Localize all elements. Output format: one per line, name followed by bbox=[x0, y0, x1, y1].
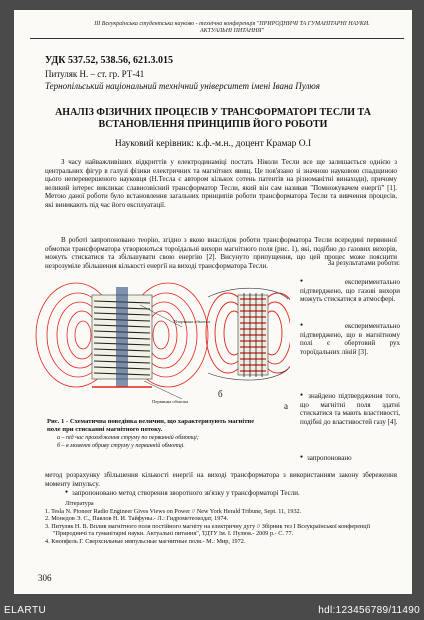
paragraph-theory: В роботі запропоновано теорію, згідно з якою внаслідок роботи трансформатора Тесли всередині первинної обмотки трансформатора утворюються тороїдальні вихори магнітного поля (рис. 1), які, подібно до газових вихорів, можуть стискатися та збільшувати свою енергію [2]. Висунуто припущення, що цей процес може пояснити незрозуміле збільшення кількості енергії на виході трансформатора Тесли. bbox=[45, 236, 397, 270]
reference-item: 1. Tesla N. Pioneer Radio Engineer Gives Views on Power // New York Herald Tribune, Sept. 11, 1932. bbox=[45, 507, 302, 515]
handle-identifier: hdl:123456789/11490 bbox=[318, 605, 420, 616]
references-list bbox=[45, 500, 397, 546]
figure-panel-b bbox=[206, 288, 290, 380]
page-number: 306 bbox=[38, 573, 52, 583]
result-bullet-4: ● запропоновано bbox=[300, 454, 400, 463]
label-secondary-winding: Вторинна обмотка bbox=[174, 319, 211, 324]
bullet-icon bbox=[300, 322, 345, 330]
reference-item: 4. Кнопфель Г. Сверхсильные импульсные магнитные поля.- М.: Мир, 1972. bbox=[45, 537, 246, 545]
bullet-icon bbox=[300, 454, 307, 462]
results-intro: За результатами роботи: bbox=[327, 259, 400, 267]
reference-item: 2. Монедов Э. С., Павлов Н. И. Тайфуны.- Л.: Гидрометеоиздат, 1974. bbox=[45, 515, 229, 523]
article-title-line1: АНАЛІЗ ФІЗИЧНИХ ПРОЦЕСІВ У ТРАНСФОРМАТОРІ ТЕСЛИ ТА bbox=[55, 107, 371, 118]
bullet-icon bbox=[300, 392, 308, 400]
tesla-field-figure bbox=[32, 265, 290, 415]
conference-header bbox=[62, 21, 402, 35]
result-bullet-2: ● експериментально підтверджено, що в магнітному полі є обертовий рух тороїдальних ліній [3]. bbox=[300, 322, 400, 356]
document-page bbox=[14, 10, 412, 594]
caption-title: Рис. 1 - Схематична поведінка величин, що характеризують магнітне поле при стисканні магнітного потоку. bbox=[47, 418, 255, 433]
figure-caption bbox=[47, 418, 255, 450]
repository-name: ELARTU bbox=[4, 605, 47, 616]
figure-panel-a bbox=[36, 283, 211, 387]
label-primary-winding: Первинна обмотка bbox=[152, 399, 189, 404]
reference-item: 3. Питуляк Н. В. Вплив магнітного поля постійного магніту на електричну дугу // Збірник тез І Всеукраїнської конференції "Природничі та гуманітарні науки. Актуальні питання", ТДТУ їм. І. Пулюя.- 2009 р.- С. 77. bbox=[45, 522, 371, 538]
result-bullet-5: ● запропоновано метод створення зворотного зв'язку у трансформаторі Тесли. bbox=[65, 489, 397, 498]
conference-header-line2: АКТУАЛЬНІ ПИТАННЯ" bbox=[200, 28, 264, 34]
label-panel-b: б bbox=[218, 389, 223, 399]
references-heading: Література bbox=[65, 500, 94, 507]
paragraph-intro: З часу найважливіших відкриттів у електродинаміці постать Ніколи Тесли все ще залишається однією з центральних фігур в галузі фізики електричних та магнітних явищ. Це пов'язано зі значною науковою спадщиною цього неперевершеного науковця (Н.Тесла є автором кількох сотень патентів на різноманітні винаходи), причому великий інтерес викликає славнозвісний трансформатор Тесли, який він сам називав "Помножувачем енергії" [1]. Метою даної роботи було встановлення загальних принципів роботи трансформатора Тесли та вивчення процесів, які виникають під час його експлуатації. bbox=[45, 158, 397, 209]
caption-item-b: б – в момент обриву струму у первинній обмотці. bbox=[57, 443, 185, 449]
leader-primary bbox=[144, 381, 182, 399]
caption-item-a: а – під час проходження струму по первинній обмотці; bbox=[57, 435, 199, 441]
header-divider bbox=[30, 38, 404, 39]
author-line: Питуляк Н. – ст. гр. РТ-41 bbox=[45, 69, 145, 79]
bullet-icon bbox=[65, 489, 72, 497]
institution-line: Тернопільський національний технічний університет імені Івана Пулюя bbox=[45, 81, 320, 91]
article-title bbox=[34, 107, 392, 131]
paragraph-method: метод розрахунку збільшення кількості енергії на виході трансформатора з використанням закону збереження моменту імпульсу. bbox=[45, 471, 397, 488]
label-panel-a: а bbox=[284, 401, 288, 411]
bullet-icon bbox=[300, 278, 345, 286]
conference-header-line1: ІІІ Всеукраїнська студентська науково - технічна конференція "ПРИРОДНИЧІ ТА ГУМАНІТАРНІ НАУКИ. bbox=[94, 21, 370, 27]
result-bullet-1: ● експериментально підтверджено, що газові вихори можуть стискатися в атмосфері. bbox=[300, 278, 400, 304]
supervisor-line: Науковий керівник: к.ф.-м.н., доцент Крамар О.І bbox=[114, 139, 312, 149]
article-title-line2: ВСТАНОВЛЕННЯ ПРИНЦИПІВ ЙОГО РОБОТИ bbox=[98, 119, 328, 130]
udk-code: УДК 537.52, 538.56, 621.3.015 bbox=[45, 55, 173, 66]
result-bullet-3: ● знайдено підтвердження того, що магнітні поля здатні стискатися та мають властивості, подібні до властивостей газу [4]. bbox=[300, 392, 400, 426]
